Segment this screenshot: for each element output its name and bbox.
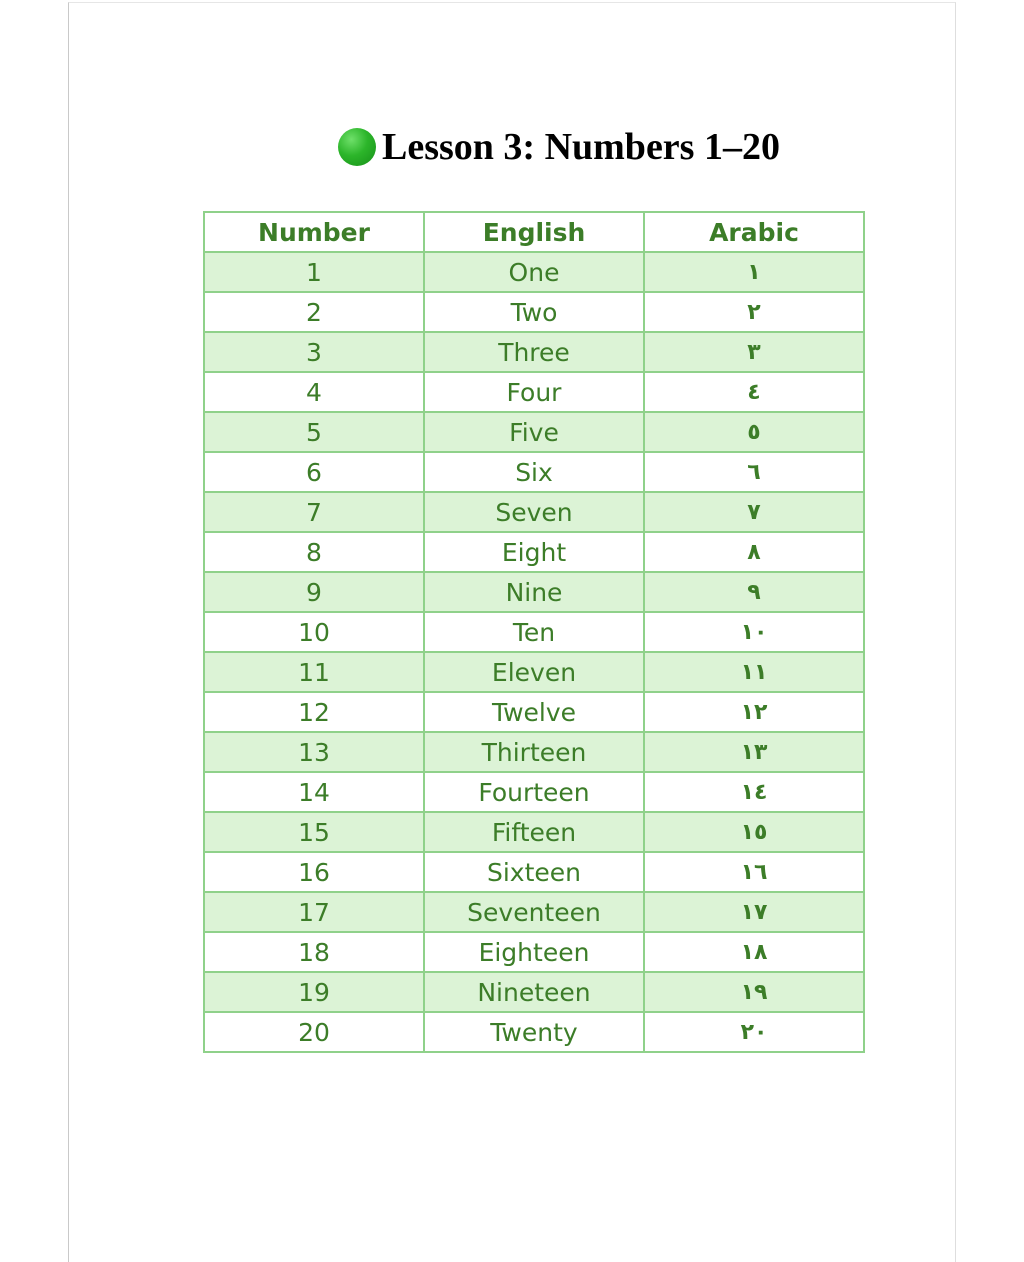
cell-number: 5	[204, 412, 424, 452]
table-row	[204, 452, 864, 492]
table-row	[204, 252, 864, 292]
cell-english: Twenty	[424, 1012, 644, 1052]
cell-number: 15	[204, 812, 424, 852]
page-title	[338, 121, 780, 173]
cell-arabic: ١٠	[644, 612, 864, 652]
cell-arabic: ١٦	[644, 852, 864, 892]
cell-number: 14	[204, 772, 424, 812]
table-header-row	[204, 212, 864, 252]
cell-arabic: ٣	[644, 332, 864, 372]
cell-english: Nine	[424, 572, 644, 612]
header-english: English	[424, 212, 644, 252]
cell-number: 11	[204, 652, 424, 692]
cell-english: Fifteen	[424, 812, 644, 852]
table-row	[204, 972, 864, 1012]
cell-english: Thirteen	[424, 732, 644, 772]
table-row	[204, 1012, 864, 1052]
cell-number: 3	[204, 332, 424, 372]
cell-english: Twelve	[424, 692, 644, 732]
table-row	[204, 812, 864, 852]
cell-arabic: ١١	[644, 652, 864, 692]
table-row	[204, 692, 864, 732]
cell-english: Six	[424, 452, 644, 492]
green-circle-icon	[338, 128, 376, 166]
cell-english: Seven	[424, 492, 644, 532]
table-row	[204, 492, 864, 532]
cell-arabic: ١٥	[644, 812, 864, 852]
cell-english: Fourteen	[424, 772, 644, 812]
cell-number: 16	[204, 852, 424, 892]
cell-number: 4	[204, 372, 424, 412]
cell-arabic: ٢	[644, 292, 864, 332]
page-title-text: Lesson 3: Numbers 1–20	[382, 126, 780, 168]
cell-number: 8	[204, 532, 424, 572]
table-row	[204, 412, 864, 452]
cell-number: 7	[204, 492, 424, 532]
cell-english: Seventeen	[424, 892, 644, 932]
cell-english: Eleven	[424, 652, 644, 692]
cell-number: 1	[204, 252, 424, 292]
cell-number: 17	[204, 892, 424, 932]
table-row	[204, 612, 864, 652]
table-row	[204, 772, 864, 812]
cell-number: 20	[204, 1012, 424, 1052]
cell-arabic: ٦	[644, 452, 864, 492]
table-row	[204, 852, 864, 892]
table-row	[204, 372, 864, 412]
cell-arabic: ١٢	[644, 692, 864, 732]
cell-arabic: ١٨	[644, 932, 864, 972]
cell-english: Two	[424, 292, 644, 332]
cell-number: 12	[204, 692, 424, 732]
cell-number: 18	[204, 932, 424, 972]
table-row	[204, 932, 864, 972]
cell-arabic: ١٤	[644, 772, 864, 812]
numbers-table	[203, 211, 865, 1053]
cell-arabic: ٥	[644, 412, 864, 452]
header-number: Number	[204, 212, 424, 252]
cell-english: Eight	[424, 532, 644, 572]
cell-english: Sixteen	[424, 852, 644, 892]
cell-english: Eighteen	[424, 932, 644, 972]
cell-arabic: ١٣	[644, 732, 864, 772]
table-row	[204, 332, 864, 372]
cell-number: 19	[204, 972, 424, 1012]
cell-arabic: ١٧	[644, 892, 864, 932]
cell-number: 10	[204, 612, 424, 652]
cell-arabic: ٧	[644, 492, 864, 532]
cell-number: 6	[204, 452, 424, 492]
cell-english: Nineteen	[424, 972, 644, 1012]
cell-english: Three	[424, 332, 644, 372]
table-row	[204, 892, 864, 932]
table-row	[204, 292, 864, 332]
table-row	[204, 732, 864, 772]
cell-arabic: ١٩	[644, 972, 864, 1012]
cell-number: 9	[204, 572, 424, 612]
cell-arabic: ٩	[644, 572, 864, 612]
header-arabic: Arabic	[644, 212, 864, 252]
cell-english: Ten	[424, 612, 644, 652]
cell-arabic: ٢٠	[644, 1012, 864, 1052]
cell-english: One	[424, 252, 644, 292]
cell-english: Five	[424, 412, 644, 452]
table-row	[204, 532, 864, 572]
table-row	[204, 572, 864, 612]
cell-number: 13	[204, 732, 424, 772]
table-row	[204, 652, 864, 692]
cell-arabic: ١	[644, 252, 864, 292]
cell-arabic: ٨	[644, 532, 864, 572]
cell-number: 2	[204, 292, 424, 332]
cell-arabic: ٤	[644, 372, 864, 412]
cell-english: Four	[424, 372, 644, 412]
